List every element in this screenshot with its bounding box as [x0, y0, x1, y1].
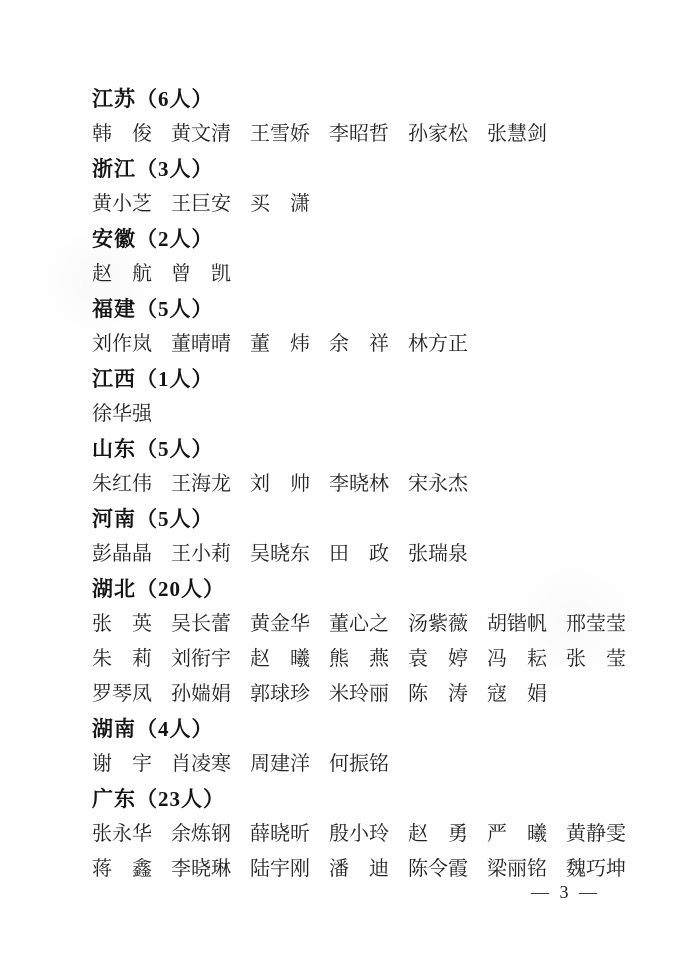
person-name: 余炼钢	[171, 823, 231, 845]
person-name: 陆宇刚	[250, 858, 310, 880]
person-name: 赵 航	[92, 263, 152, 285]
person-name: 黄静雯	[566, 823, 626, 845]
person-name: 张 英	[92, 613, 152, 635]
person-name: 孙家松	[408, 123, 468, 145]
person-name: 殷小玲	[329, 823, 389, 845]
person-name: 赵 勇	[408, 823, 468, 845]
person-name: 周建洋	[250, 753, 310, 775]
person-name: 董心之	[329, 613, 389, 635]
province-header: 广东（23人）	[92, 787, 225, 811]
person-name: 王海龙	[171, 473, 231, 495]
document-content	[92, 84, 626, 889]
person-name: 余 祥	[329, 333, 389, 355]
person-name: 韩 俊	[92, 123, 152, 145]
person-name: 罗琴凤	[92, 683, 152, 705]
person-name: 胡锴帆	[487, 613, 547, 635]
person-name: 买 潇	[250, 193, 310, 215]
name-row	[92, 329, 622, 364]
person-name: 汤紫薇	[408, 613, 468, 635]
person-name: 郭球珍	[250, 683, 310, 705]
person-name: 李晓林	[329, 473, 389, 495]
person-name: 袁 婷	[408, 648, 468, 670]
person-name: 朱红伟	[92, 473, 152, 495]
name-row	[92, 399, 622, 434]
person-name: 曾 凯	[171, 263, 231, 285]
person-name: 张慧剑	[487, 123, 547, 145]
person-name: 严 曦	[487, 823, 547, 845]
person-name: 吴长蕾	[171, 613, 231, 635]
province-header: 河南（5人）	[92, 507, 214, 531]
person-name: 张永华	[92, 823, 152, 845]
person-name: 黄小芝	[92, 193, 152, 215]
person-name: 孙媏娟	[171, 683, 231, 705]
person-name: 黄文清	[171, 123, 231, 145]
person-name: 徐华强	[92, 403, 152, 425]
person-name: 赵 曦	[250, 648, 310, 670]
person-name: 米玲丽	[329, 683, 389, 705]
person-name: 张 莹	[566, 648, 626, 670]
person-name: 董 炜	[250, 333, 310, 355]
person-name: 陈 涛	[408, 683, 468, 705]
person-name: 潘 迪	[329, 858, 389, 880]
person-name: 王小莉	[171, 543, 231, 565]
person-name: 王雪娇	[250, 123, 310, 145]
province-header: 江西（1人）	[92, 367, 214, 391]
person-name: 宋永杰	[408, 473, 468, 495]
person-name: 李晓琳	[171, 858, 231, 880]
province-header: 浙江（3人）	[92, 157, 214, 181]
province-header: 山东（5人）	[92, 437, 214, 461]
person-name: 谢 宇	[92, 753, 152, 775]
name-row	[92, 679, 622, 714]
person-name: 刘作岚	[92, 333, 152, 355]
person-name: 梁丽铭	[487, 858, 547, 880]
person-name: 李昭哲	[329, 123, 389, 145]
name-row	[92, 469, 622, 504]
person-name: 薛晓昕	[250, 823, 310, 845]
person-name: 魏巧坤	[566, 858, 626, 880]
person-name: 熊 燕	[329, 648, 389, 670]
name-row	[92, 119, 622, 154]
person-name: 邢莹莹	[566, 613, 626, 635]
province-header: 湖南（4人）	[92, 717, 214, 741]
name-row	[92, 259, 622, 294]
person-name: 张瑞泉	[408, 543, 468, 565]
name-row	[92, 539, 622, 574]
person-name: 蒋 鑫	[92, 858, 152, 880]
person-name: 董晴晴	[171, 333, 231, 355]
person-name: 田 政	[329, 543, 389, 565]
province-header: 湖北（20人）	[92, 577, 225, 601]
person-name: 刘衔宇	[171, 648, 231, 670]
person-name: 陈令霞	[408, 858, 468, 880]
person-name: 朱 莉	[92, 648, 152, 670]
province-header: 江苏（6人）	[92, 87, 214, 111]
province-header: 福建（5人）	[92, 297, 214, 321]
person-name: 寇 娟	[487, 683, 547, 705]
person-name: 王巨安	[171, 193, 231, 215]
name-row	[92, 189, 622, 224]
name-row	[92, 609, 626, 644]
province-header: 安徽（2人）	[92, 227, 214, 251]
person-name: 刘 帅	[250, 473, 310, 495]
person-name: 黄金华	[250, 613, 310, 635]
person-name: 何振铭	[329, 753, 389, 775]
person-name: 林方正	[408, 333, 468, 355]
person-name: 吴晓东	[250, 543, 310, 565]
person-name: 彭晶晶	[92, 543, 152, 565]
name-row	[92, 749, 622, 784]
page-number: — 3 —	[531, 882, 600, 902]
name-row	[92, 644, 626, 679]
person-name: 冯 耘	[487, 648, 547, 670]
person-name: 肖凌寒	[171, 753, 231, 775]
name-row	[92, 819, 626, 854]
